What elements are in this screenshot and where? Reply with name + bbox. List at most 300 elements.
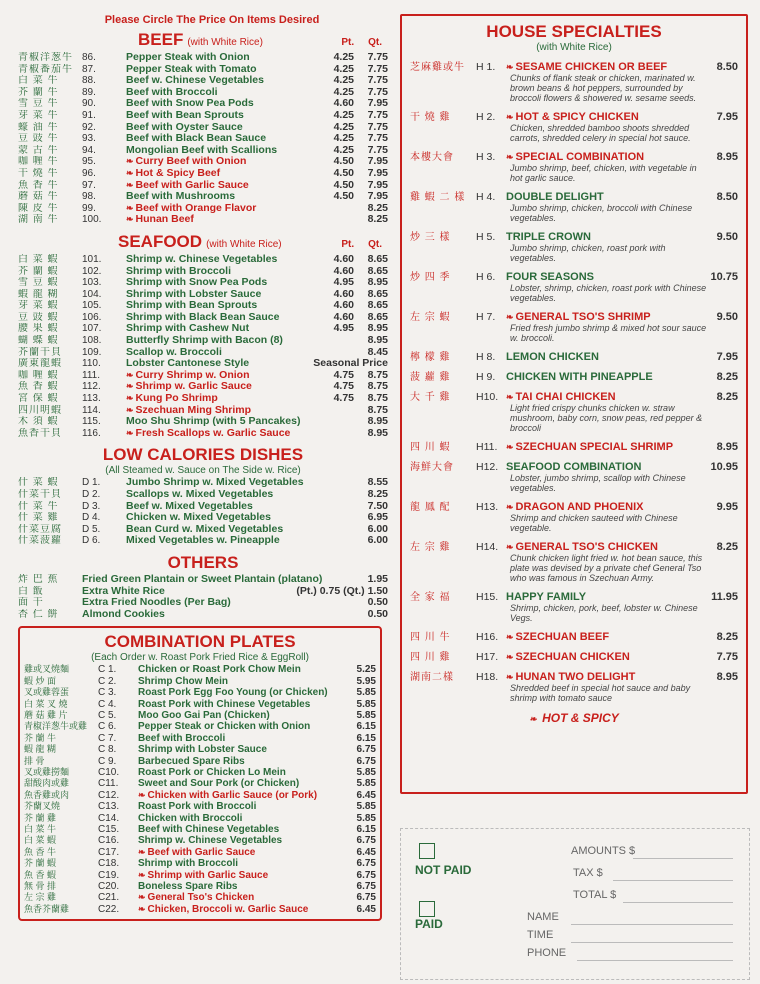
item-name-text: Pepper Steak with Onion	[126, 52, 250, 63]
item-name	[506, 351, 698, 363]
price-qt: 7.75	[367, 51, 388, 63]
menu-item[interactable]	[18, 254, 388, 266]
item-description: Lobster, jumbo shrimp, scallop with Chinese vegetables.	[510, 473, 686, 493]
item-name-text: SZECHUAN CHICKEN	[515, 651, 630, 663]
menu-item[interactable]	[18, 110, 388, 122]
others-list	[18, 574, 388, 620]
phone-label: PHONE	[527, 947, 567, 959]
price: 5.85	[356, 767, 376, 778]
item-name-text: Shrimp with Broccoli	[126, 265, 232, 277]
chinese-name: 炸 巴 蕉	[18, 573, 59, 585]
pepper-icon: ❧	[126, 156, 134, 167]
price-qt: 8.95	[367, 415, 388, 428]
item-name-text: GENERAL TSO'S SHRIMP	[515, 311, 651, 323]
menu-item[interactable]	[18, 203, 388, 215]
menu-item[interactable]	[18, 98, 388, 110]
price-pt: 4.25	[333, 62, 354, 75]
item-code: H17.	[476, 651, 499, 663]
menu-item[interactable]	[18, 358, 388, 370]
item-code: 100.	[82, 214, 102, 226]
item-code: H18.	[476, 671, 499, 683]
item-name-text: Beef with Chinese Vegetables	[138, 824, 280, 836]
price: 8.25	[716, 541, 738, 553]
others-header	[18, 553, 388, 573]
menu-item[interactable]	[18, 180, 388, 192]
item-code: 111.	[82, 369, 100, 381]
menu-item[interactable]	[24, 824, 376, 835]
specialty-item[interactable]	[410, 628, 738, 643]
chinese-name: 杏 仁 餅	[18, 608, 59, 620]
menu-item[interactable]	[18, 428, 388, 440]
menu-item[interactable]	[24, 881, 376, 892]
time-label: TIME	[527, 929, 554, 941]
item-description: Chunk chicken light fried w. hot bean sauce, this plate was devised by a private chef General Tso who was famous in Szechuan Army.	[510, 553, 703, 583]
item-name: Chicken w. Mixed Vegetables	[126, 512, 271, 524]
beef-section-header	[138, 30, 388, 50]
item-name: Almond Cookies	[82, 608, 165, 620]
price-qt: 8.75	[367, 403, 388, 416]
pepper-icon: ❧	[506, 112, 514, 122]
menu-item[interactable]	[24, 699, 376, 710]
specialty-item[interactable]	[410, 498, 738, 533]
menu-item[interactable]	[18, 214, 388, 226]
menu-item[interactable]	[18, 416, 388, 428]
item-description: Jumbo shrimp, chicken, roast pork with vegetables.	[510, 243, 666, 263]
item-name-text: Pepper Steak with Tomato	[126, 63, 257, 75]
chinese-name: 本樓大會	[410, 152, 454, 163]
menu-item[interactable]	[18, 323, 388, 335]
menu-item[interactable]	[24, 710, 376, 721]
price: 9.95	[716, 501, 738, 513]
price-pt: 4.50	[333, 166, 354, 179]
menu-item[interactable]	[18, 266, 388, 278]
item-name	[126, 428, 324, 440]
price: 8.55	[367, 476, 388, 489]
item-name	[126, 347, 324, 359]
item-description: Jumbo shrimp, beef, chicken, with vegetable in hot garlic sauce.	[510, 163, 697, 183]
order-form	[400, 828, 750, 980]
price-qt: 8.75	[367, 368, 388, 381]
chinese-name: 干 燒 牛	[18, 167, 59, 179]
price-qt: 8.75	[367, 392, 388, 405]
item-code: C 1.	[98, 664, 117, 676]
specialty-item[interactable]	[410, 668, 738, 703]
specialty-item[interactable]	[410, 58, 738, 103]
chinese-name: 什菜菠蘿	[18, 535, 62, 547]
menu-item[interactable]	[24, 687, 376, 698]
chinese-name: 白 菜 蝦	[24, 835, 57, 846]
pepper-icon: ❧	[138, 869, 146, 880]
specialty-item[interactable]	[410, 458, 738, 493]
specialty-item[interactable]	[410, 308, 738, 343]
menu-item[interactable]	[24, 870, 376, 881]
menu-item[interactable]	[18, 501, 388, 513]
lowcal-header	[18, 445, 388, 476]
chinese-name: 炒 三 樣	[410, 232, 451, 243]
item-name-text: Kung Po Shrimp	[135, 393, 218, 405]
price: 11.95	[711, 591, 738, 603]
menu-item[interactable]	[24, 813, 376, 824]
item-name	[138, 824, 340, 835]
not-paid-checkbox[interactable]	[419, 843, 435, 859]
item-code: H 9.	[476, 371, 496, 383]
item-name-text: Beef with Snow Pea Pods	[126, 98, 254, 110]
menu-item[interactable]	[18, 156, 388, 168]
item-code: C 2.	[98, 675, 117, 687]
price: 9.50	[716, 311, 738, 323]
item-code: C18.	[98, 858, 120, 870]
price: 5.85	[356, 778, 376, 790]
item-code: H 5.	[476, 231, 496, 243]
price-qt: 8.65	[367, 299, 388, 312]
chinese-name: 菠 蘿 雞	[410, 372, 451, 383]
menu-item[interactable]	[24, 767, 376, 778]
tax-field[interactable]	[613, 880, 733, 881]
item-code: 116.	[82, 427, 101, 439]
menu-item[interactable]	[18, 168, 388, 180]
paid-label: PAID	[415, 917, 443, 931]
item-name-text: Chicken with Garlic Sauce (or Pork)	[147, 789, 318, 801]
chinese-name: 雪 豆 蝦	[18, 277, 59, 289]
chinese-name: 芥蘭叉燒	[24, 801, 61, 812]
menu-item[interactable]	[18, 381, 388, 393]
chinese-name: 四 川 雞	[410, 652, 451, 663]
menu-item[interactable]	[18, 489, 388, 501]
pepper-icon: ❧	[506, 152, 514, 162]
item-name	[506, 671, 698, 683]
menu-item[interactable]	[18, 597, 388, 609]
chinese-name: 芥 蘭 雞	[24, 812, 57, 823]
item-name	[138, 676, 340, 687]
item-description: Chicken, shredded bamboo shoots shredded carrots, shredded celery in special hot sauce.	[510, 123, 691, 143]
item-name	[126, 312, 324, 324]
item-code: 113.	[82, 393, 101, 405]
item-code: C 3.	[98, 687, 117, 699]
item-name	[126, 98, 324, 110]
price-qt: 8.95	[367, 276, 388, 289]
pepper-icon: ❧	[126, 404, 134, 415]
price: 6.75	[356, 835, 376, 847]
total-field[interactable]	[623, 902, 733, 903]
chinese-name: 蝦 龍 糊	[18, 288, 59, 300]
hot-spicy-legend	[410, 711, 738, 725]
chinese-name: 雪 豆 牛	[18, 98, 59, 110]
menu-item[interactable]	[24, 744, 376, 755]
specialty-line	[410, 308, 738, 323]
item-name	[506, 191, 698, 203]
chinese-name: 甜酸肉或雞	[24, 778, 70, 789]
price-pt: 4.25	[333, 108, 354, 121]
tax-label: TAX $	[573, 867, 603, 879]
item-name-text: HUNAN TWO DELIGHT	[515, 671, 636, 683]
price-pt: 4.50	[333, 178, 354, 191]
item-name	[506, 591, 698, 603]
chinese-name: 什 菜 雞	[18, 512, 59, 524]
item-name	[138, 870, 340, 881]
specialty-item[interactable]	[410, 438, 738, 453]
item-name-text: HAPPY FAMILY	[506, 591, 587, 603]
item-code: C19.	[98, 869, 120, 881]
specialty-item[interactable]	[410, 648, 738, 663]
menu-item[interactable]	[24, 835, 376, 846]
specialty-line	[410, 348, 738, 363]
house-title: HOUSE SPECIALTIES	[486, 22, 662, 41]
menu-item[interactable]	[24, 664, 376, 675]
item-code: 88.	[82, 75, 96, 87]
menu-item[interactable]	[24, 676, 376, 687]
price: 5.85	[356, 801, 376, 813]
price-pt: 4.75	[333, 380, 354, 393]
price: 6.75	[356, 755, 376, 767]
item-code: C10.	[98, 767, 120, 778]
item-name	[126, 289, 324, 301]
item-name	[138, 767, 340, 778]
item-description: Lobster, shrimp, chicken, roast pork with Chinese vegetables.	[510, 283, 707, 303]
item-name-text: SZECHUAN BEEF	[515, 631, 610, 643]
specialty-item[interactable]	[410, 188, 738, 223]
price-qt: 7.75	[367, 62, 388, 75]
pepper-icon: ❧	[126, 167, 134, 178]
combo-list	[24, 664, 376, 915]
price-pt: 4.60	[333, 264, 354, 277]
menu-item[interactable]	[18, 133, 388, 145]
item-code: H12.	[476, 461, 499, 473]
item-name-text: Beef with Broccoli	[138, 732, 226, 744]
item-name	[126, 393, 324, 405]
price-qt: 7.95	[367, 178, 388, 191]
item-name: Bean Curd w. Mixed Vegetables	[126, 523, 284, 535]
price: 8.95	[716, 671, 738, 683]
time-field[interactable]	[571, 942, 733, 943]
item-name	[126, 122, 324, 134]
menu-item[interactable]	[24, 904, 376, 915]
item-name: Jumbo Shrimp w. Mixed Vegetables	[126, 477, 304, 489]
chinese-name: 芝麻雞或牛	[410, 62, 465, 73]
menu-item[interactable]	[24, 778, 376, 789]
menu-item[interactable]	[18, 277, 388, 289]
chinese-name: 什 菜 牛	[18, 500, 59, 512]
menu-item[interactable]	[18, 312, 388, 324]
menu-item[interactable]	[24, 858, 376, 869]
menu-item[interactable]	[24, 756, 376, 767]
pepper-icon: ❧	[506, 312, 514, 322]
item-name: Scallops w. Mixed Vegetables	[126, 489, 274, 500]
pepper-icon: ❧	[138, 846, 146, 857]
specialty-item[interactable]	[410, 538, 738, 583]
item-code: C 6.	[98, 721, 117, 733]
menu-item[interactable]	[24, 801, 376, 812]
price-pt: 4.60	[333, 287, 354, 300]
menu-item[interactable]	[18, 52, 388, 64]
price-pt: 4.50	[333, 155, 354, 168]
combo-subtitle: (Each Order w. Roast Pork Fried Rice & EggRoll)	[91, 652, 309, 664]
item-code: C13.	[98, 801, 120, 813]
chinese-name: 咖 喱 蝦	[18, 369, 59, 381]
menu-item[interactable]	[18, 300, 388, 312]
item-code: H 7.	[476, 311, 496, 323]
menu-item[interactable]	[18, 64, 388, 76]
chinese-name: 排 骨	[24, 755, 45, 766]
item-code: C22.	[98, 903, 120, 915]
price: 8.50	[716, 191, 738, 203]
menu-item[interactable]	[18, 574, 388, 586]
item-name	[126, 75, 324, 87]
amounts-field[interactable]	[633, 858, 733, 859]
price: 7.95	[716, 351, 738, 363]
menu-item[interactable]	[18, 477, 388, 489]
price-qt: 8.95	[367, 334, 388, 347]
menu-item[interactable]	[18, 122, 388, 134]
specialty-line	[410, 58, 738, 73]
item-name: Extra Fried Noodles (Per Bag)	[82, 597, 231, 609]
item-name-text: Lobster Cantonese Style	[126, 358, 250, 370]
price-qt: 7.95	[367, 166, 388, 179]
menu-item[interactable]	[18, 75, 388, 87]
specialty-item[interactable]	[410, 388, 738, 433]
item-name-text: DRAGON AND PHOENIX	[515, 501, 644, 513]
item-code: 90.	[82, 98, 96, 110]
item-code: H 3.	[476, 151, 496, 163]
price-qt: 8.65	[367, 264, 388, 277]
menu-item[interactable]	[18, 609, 388, 621]
item-code: C 7.	[98, 732, 117, 744]
item-code: D 3.	[82, 500, 101, 512]
item-name	[126, 87, 324, 99]
item-name-text: Barbecued Spare Ribs	[138, 755, 245, 767]
item-name-text: SESAME CHICKEN OR BEEF	[515, 61, 668, 73]
price: 7.50	[367, 499, 388, 512]
item-name	[126, 300, 324, 312]
specialty-line	[410, 438, 738, 453]
seafood-title: SEAFOOD	[118, 231, 203, 251]
item-name	[506, 541, 698, 553]
item-name	[138, 687, 340, 698]
item-name-text: Roast Pork with Chinese Vegetables	[138, 698, 311, 710]
menu-item[interactable]	[18, 586, 388, 598]
item-name	[506, 391, 698, 403]
specialty-item[interactable]	[410, 228, 738, 263]
item-name-text: Fresh Scallops w. Garlic Sauce	[135, 427, 291, 439]
chinese-name: 四川明蝦	[18, 404, 62, 416]
menu-item[interactable]	[18, 393, 388, 405]
specialty-line	[410, 368, 738, 383]
menu-item[interactable]	[18, 87, 388, 99]
menu-item[interactable]	[18, 370, 388, 382]
specialty-line	[410, 498, 738, 513]
menu-item[interactable]	[24, 892, 376, 903]
paid-checkbox[interactable]	[419, 901, 435, 917]
name-field[interactable]	[571, 924, 733, 925]
menu-item[interactable]	[18, 145, 388, 157]
menu-item[interactable]	[18, 335, 388, 347]
others-title: OTHERS	[167, 552, 239, 572]
item-name-text: Beef with Garlic Sauce	[135, 179, 249, 191]
price: 6.00	[367, 522, 388, 535]
item-code: 112.	[82, 381, 101, 393]
item-code: 102.	[82, 265, 102, 277]
item-name-text: Shrimp with Black Bean Sauce	[126, 311, 280, 323]
item-name-text: Roast Pork or Chicken Lo Mein	[138, 767, 286, 778]
specialty-item[interactable]	[410, 108, 738, 143]
specialty-item[interactable]	[410, 268, 738, 303]
price-qt: 7.75	[367, 120, 388, 133]
specialty-item[interactable]	[410, 588, 738, 623]
chinese-name: 蠔 油 牛	[18, 121, 59, 133]
beef-note: (with White Rice)	[187, 37, 263, 48]
item-name	[138, 744, 340, 755]
item-name	[126, 133, 324, 145]
item-name	[126, 110, 324, 122]
item-code: C 9.	[98, 755, 117, 767]
chinese-name: 廣東龍蝦	[18, 358, 62, 370]
menu-item[interactable]	[24, 721, 376, 732]
item-name-text: Scallop w. Broccoli	[126, 346, 222, 358]
item-name	[126, 335, 324, 347]
price: 8.25	[716, 631, 738, 643]
menu-item[interactable]	[24, 847, 376, 858]
chinese-name: 宮 保 蝦	[18, 393, 59, 405]
item-name-text: CHICKEN WITH PINEAPPLE	[506, 371, 653, 383]
price-qt: 7.95	[367, 155, 388, 168]
specialty-line	[410, 148, 738, 163]
menu-item[interactable]	[18, 289, 388, 301]
price-pt: 4.25	[333, 51, 354, 63]
menu-item[interactable]	[18, 512, 388, 524]
menu-item[interactable]	[24, 790, 376, 801]
price: 6.00	[367, 534, 388, 547]
menu-item[interactable]	[24, 733, 376, 744]
item-code: 109.	[82, 346, 102, 358]
chinese-name: 白 飯	[18, 585, 44, 597]
item-code: 108.	[82, 335, 102, 347]
item-name	[506, 651, 698, 663]
pepper-icon: ❧	[138, 892, 146, 903]
price-qt: 7.75	[367, 74, 388, 87]
item-name	[126, 145, 324, 157]
item-name	[506, 441, 698, 453]
price-pt: 4.25	[333, 74, 354, 87]
specialty-item[interactable]	[410, 148, 738, 183]
price: 8.95	[716, 441, 738, 453]
specialty-item[interactable]	[410, 368, 738, 383]
menu-item[interactable]	[18, 191, 388, 203]
item-name-text: Roast Pork with Broccoli	[138, 801, 257, 813]
item-name-text: Chicken with Broccoli	[138, 812, 243, 824]
specialty-line	[410, 228, 738, 243]
chinese-name: 干 燒 雞	[410, 112, 451, 123]
item-name-text: LEMON CHICKEN	[506, 351, 599, 363]
menu-item[interactable]	[18, 405, 388, 417]
specialty-line	[410, 108, 738, 123]
item-description: Shrimp, chicken, pork, beef, lobster w. Chinese Vegs.	[510, 603, 698, 623]
chinese-name: 魚香雞或肉	[24, 789, 70, 800]
chinese-name: 芥 蘭 蝦	[24, 858, 57, 869]
specialty-item[interactable]	[410, 348, 738, 363]
item-name-text: Shrimp with Broccoli	[138, 858, 239, 870]
item-name-text: DOUBLE DELIGHT	[506, 191, 604, 203]
menu-item[interactable]	[18, 535, 388, 547]
chinese-name: 炒 四 季	[410, 272, 451, 283]
item-code: C17.	[98, 846, 120, 858]
pepper-icon: ❧	[506, 672, 514, 682]
item-name-text: SEAFOOD COMBINATION	[506, 461, 642, 473]
menu-item[interactable]	[18, 524, 388, 536]
price: 6.45	[356, 846, 376, 858]
seafood-note: (with White Rice)	[206, 238, 282, 250]
item-name-text: Hot & Spicy Beef	[135, 167, 221, 179]
phone-field[interactable]	[577, 960, 733, 961]
item-code: H16.	[476, 631, 499, 643]
